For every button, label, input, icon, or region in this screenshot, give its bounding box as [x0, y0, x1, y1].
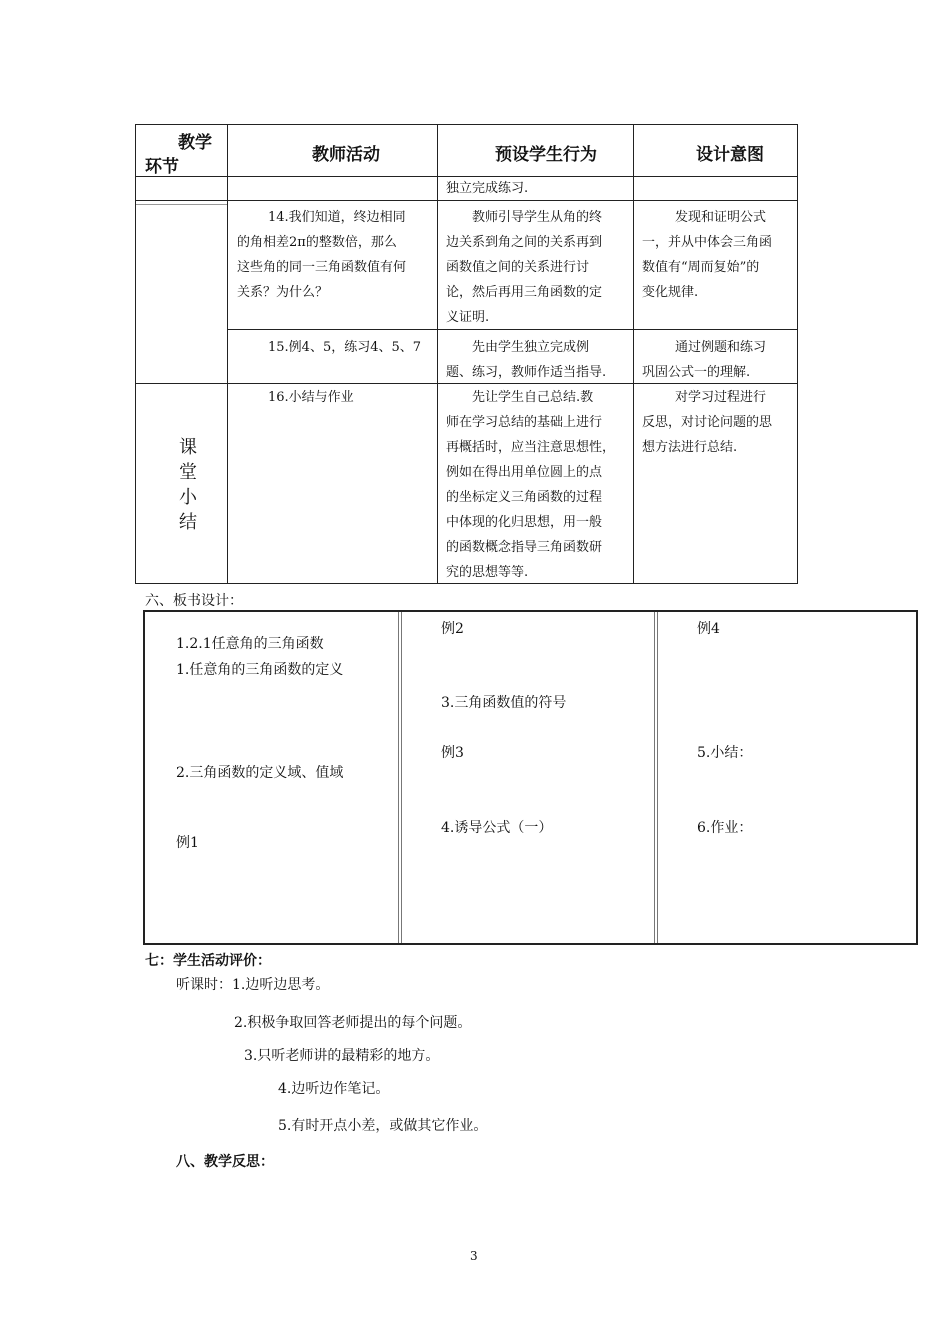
cell-prev-student: 独立完成练习. — [446, 181, 529, 196]
cell-16-student-line: 再概括时，应当注意思想性， — [446, 440, 616, 455]
header-teacher-activity: 教师活动 — [312, 145, 380, 165]
board-col3-item: 例4 — [697, 621, 720, 637]
cell-15-student-line: 先由学生独立完成例 — [472, 340, 590, 355]
cell-14-teacher-line: 这些角的同一三角函数值有何 — [237, 260, 407, 275]
cell-14-student-line: 边关系到角之间的关系再到 — [446, 235, 603, 250]
cell-15-teacher-line: 15.例4、5，练习4、5、7 — [268, 340, 422, 355]
board-col2-item: 3.三角函数值的符号 — [441, 695, 567, 711]
cell-16-intent-line: 反思，对讨论问题的思 — [642, 415, 773, 430]
cell-15-intent-line: 巩固公式一的理解. — [642, 365, 751, 380]
evaluation-item: 3.只听老师讲的最精彩的地方。 — [244, 1048, 440, 1064]
section-char: 小 — [179, 487, 197, 508]
cell-16-student-line: 的坐标定义三角函数的过程 — [446, 490, 603, 505]
section-char: 课 — [179, 437, 197, 458]
section-char: 堂 — [179, 462, 197, 483]
cell-14-intent-line: 数值有“周而复始”的 — [642, 260, 760, 275]
board-col3-item: 6.作业： — [697, 820, 753, 836]
board-col1-item: 1.任意角的三角函数的定义 — [176, 662, 344, 678]
cell-16-student-line: 中体现的化归思想，用一般 — [446, 515, 603, 530]
cell-14-student-line: 义证明. — [446, 310, 490, 325]
reflection-title: 八、教学反思： — [176, 1154, 274, 1170]
cell-14-student-line: 教师引导学生从角的终 — [472, 210, 603, 225]
cell-16-student-line: 的函数概念指导三角函数研 — [446, 540, 603, 555]
cell-16-student-line: 究的思想等等. — [446, 565, 529, 580]
cell-16-student-line: 例如在得出用单位圆上的点 — [446, 465, 603, 480]
board-section-title: 六、板书设计： — [145, 593, 243, 609]
cell-14-intent-line: 一，并从中体会三角函 — [642, 235, 773, 250]
cell-15-intent-line: 通过例题和练习 — [675, 340, 767, 355]
header-section-line2: 环节 — [145, 157, 179, 177]
board-col1-item: 2.三角函数的定义域、值域 — [176, 765, 344, 781]
header-design-intent: 设计意图 — [696, 145, 764, 165]
header-student-behavior: 预设学生行为 — [495, 145, 597, 165]
board-col2-item: 例2 — [441, 621, 464, 637]
cell-16-teacher-line: 16.小结与作业 — [268, 390, 354, 405]
board-col1-item: 1.2.1任意角的三角函数 — [176, 636, 324, 652]
evaluation-item: 5.有时开点小差，或做其它作业。 — [278, 1118, 488, 1134]
board-col1-item: 例1 — [176, 835, 199, 851]
cell-14-student-line: 函数值之间的关系进行讨 — [446, 260, 590, 275]
cell-16-intent-line: 对学习过程进行 — [675, 390, 767, 405]
cell-14-intent-line: 发现和证明公式 — [675, 210, 767, 225]
board-col2-item: 例3 — [441, 745, 464, 761]
page-number: 3 — [470, 1249, 478, 1263]
cell-16-student-line: 师在学习总结的基础上进行 — [446, 415, 603, 430]
cell-14-intent-line: 变化规律. — [642, 285, 699, 300]
cell-14-teacher-line: 14.我们知道，终边相同 — [268, 210, 406, 225]
cell-14-student-line: 论，然后再用三角函数的定 — [446, 285, 603, 300]
evaluation-item: 4.边听边作笔记。 — [278, 1081, 390, 1097]
cell-16-student-line: 先让学生自己总结.教 — [472, 390, 594, 405]
cell-16-intent-line: 想方法进行总结. — [642, 440, 738, 455]
cell-15-student-line: 题、练习，教师作适当指导. — [446, 365, 607, 380]
header-section-line1: 教学 — [178, 133, 212, 153]
section-char: 结 — [179, 512, 197, 533]
evaluation-item: 听课时：1.边听边思考。 — [176, 977, 330, 993]
evaluation-title: 七：学生活动评价： — [145, 953, 271, 969]
board-col3-item: 5.小结： — [697, 745, 753, 761]
cell-14-teacher-line: 关系？为什么？ — [237, 285, 329, 300]
cell-14-teacher-line: 的角相差2π的整数倍，那么 — [237, 235, 397, 250]
board-col2-item: 4.诱导公式（一） — [441, 820, 553, 836]
evaluation-item: 2.积极争取回答老师提出的每个问题。 — [234, 1015, 472, 1031]
